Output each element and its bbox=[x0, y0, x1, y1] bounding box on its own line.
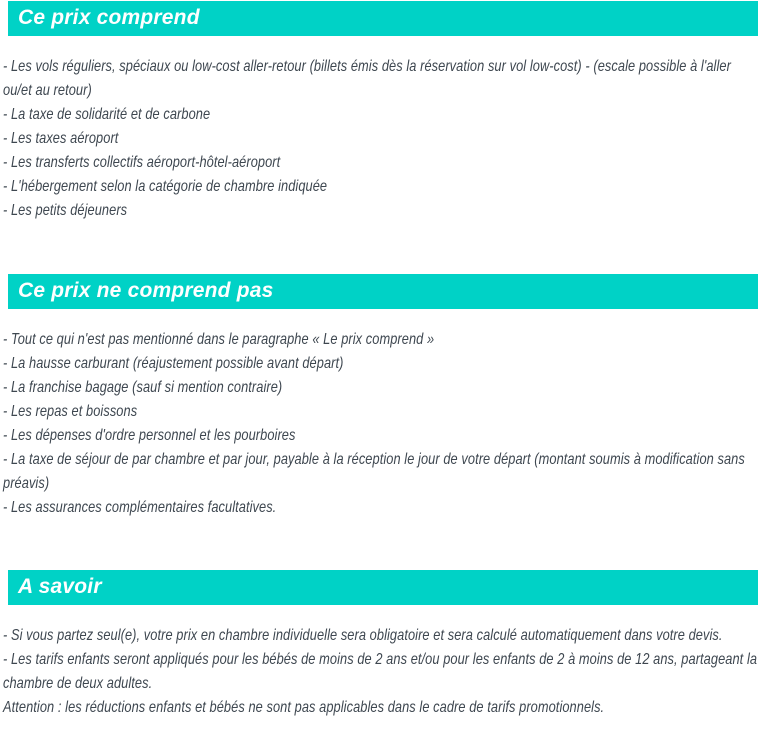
list-item: Attention : les réductions enfants et bébés ne sont pas applicables dans le cadre de tarifs promotionnels. bbox=[3, 699, 605, 716]
list-item: - Les tarifs enfants seront appliqués pour les bébés de moins de 2 ans et/ou pour les enfants de 2 à moins de 12 ans, partageant la chambre de deux adultes. bbox=[3, 651, 758, 692]
section-header-bar bbox=[8, 570, 758, 605]
list-item: - Les transferts collectifs aéroport-hôtel-aéroport bbox=[3, 154, 281, 171]
sections-container bbox=[0, 1, 758, 720]
price-section bbox=[0, 1, 758, 223]
list-item: - Les vols réguliers, spéciaux ou low-cost aller-retour (billets émis dès la réservation sur vol low-cost) - (escale possible à l'aller ou/et au retour) bbox=[3, 58, 731, 99]
list-item: - Si vous partez seul(e), votre prix en chambre individuelle sera obligatoire et sera calculé automatiquement dans votre devis. bbox=[3, 627, 723, 644]
section-title: Ce prix ne comprend pas bbox=[18, 278, 274, 302]
section-title: A savoir bbox=[18, 574, 102, 598]
list-item: - Tout ce qui n'est pas mentionné dans le paragraphe « Le prix comprend » bbox=[3, 331, 435, 348]
list-item: - La franchise bagage (sauf si mention contraire) bbox=[3, 379, 283, 396]
list-item: - Les repas et boissons bbox=[3, 403, 138, 420]
section-header-bar bbox=[8, 274, 758, 309]
section-list bbox=[3, 624, 758, 720]
price-section bbox=[0, 570, 758, 720]
list-item: - Les assurances complémentaires facultatives. bbox=[3, 499, 277, 516]
section-list bbox=[3, 55, 758, 223]
list-item: - La taxe de solidarité et de carbone bbox=[3, 106, 211, 123]
section-title: Ce prix comprend bbox=[18, 5, 200, 29]
list-item: - Les petits déjeuners bbox=[3, 202, 128, 219]
list-item: - L'hébergement selon la catégorie de chambre indiquée bbox=[3, 178, 328, 195]
section-header-bar bbox=[8, 1, 758, 36]
price-section bbox=[0, 274, 758, 520]
list-item: - Les taxes aéroport bbox=[3, 130, 119, 147]
list-item: - La hausse carburant (réajustement possible avant départ) bbox=[3, 355, 344, 372]
list-item: - La taxe de séjour de par chambre et par jour, payable à la réception le jour de votre départ (montant soumis à modification sans préavis) bbox=[3, 451, 745, 492]
list-item: - Les dépenses d'ordre personnel et les pourboires bbox=[3, 427, 296, 444]
section-list bbox=[3, 328, 758, 520]
